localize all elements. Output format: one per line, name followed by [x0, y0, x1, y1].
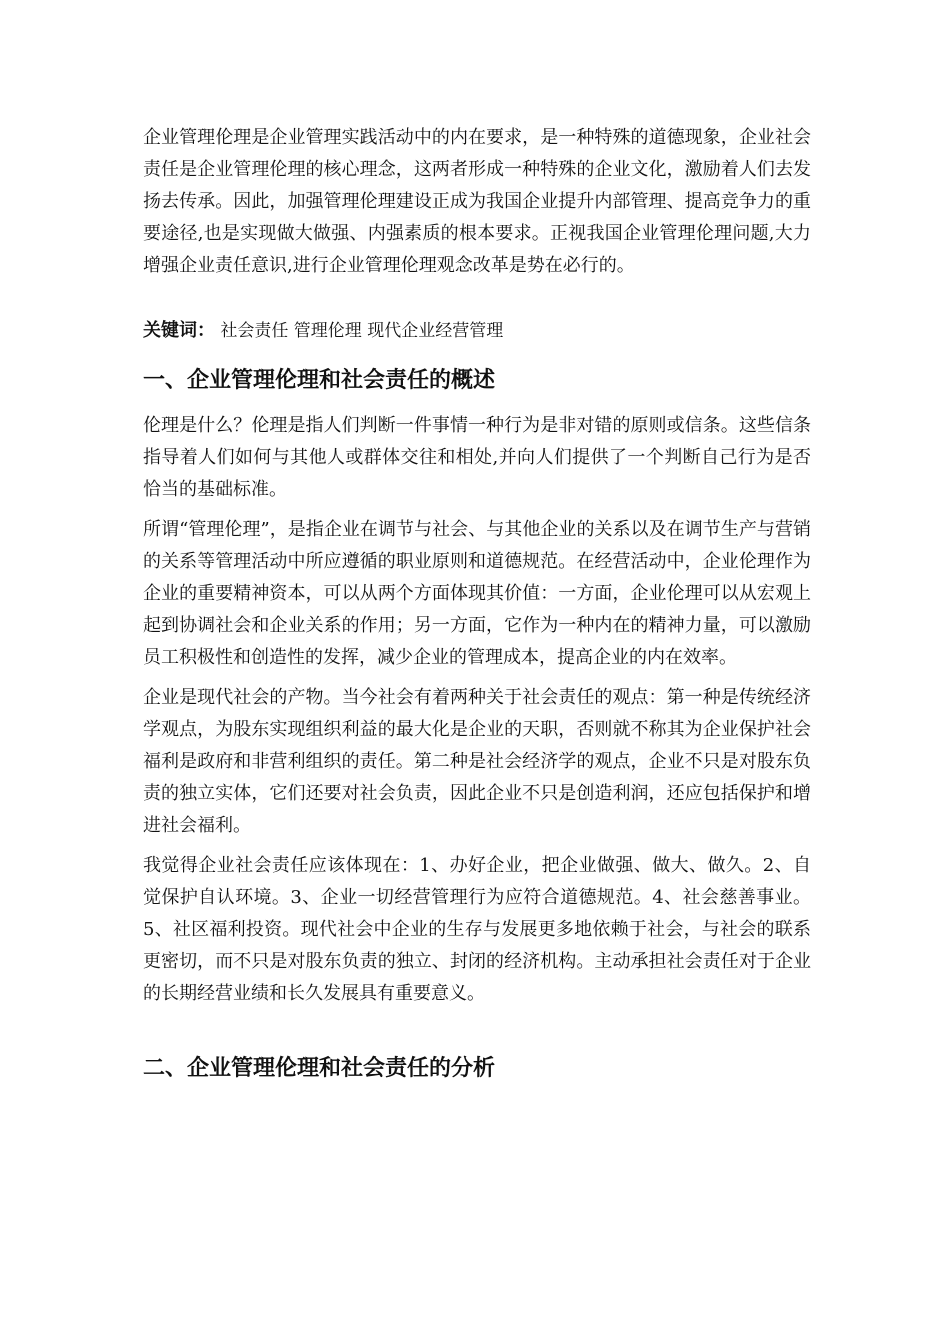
document-page — [143, 122, 811, 1098]
section-1-paragraph-4: 我觉得企业社会责任应该体现在：1、办好企业，把企业做强、做大、做久。2、自觉保护自认环境。3、企业一切经营管理行为应符合道德规范。4、社会慈善事业。5、社区福利投资。现代社会中企业的生存与发展更多地依赖于社会，与社会的联系更密切，而不只是对股东负责的独立、封闭的经济机构。主动承担社会责任对于企业的长期经营业绩和长久发展具有重要意义。 — [143, 855, 811, 1004]
keywords-items: 社会责任 管理伦理 现代企业经营管理 — [220, 321, 504, 341]
keywords-label: 关键词： — [143, 320, 215, 341]
section-2-heading: 二、企业管理伦理和社会责任的分析 — [143, 1055, 496, 1081]
keywords-line — [143, 316, 811, 346]
section-1-paragraph-1: 伦理是什么？伦理是指人们判断一件事情一种行为是非对错的原则或信条。这些信条指导着人们如何与其他人或群体交往和相处,并向人们提供了一个判断自己行为是否恰当的基础标准。 — [143, 415, 811, 500]
intro-paragraph: 企业管理伦理是企业管理实践活动中的内在要求，是一种特殊的道德现象，企业社会责任是企业管理伦理的核心理念，这两者形成一种特殊的企业文化，激励着人们去发扬去传承。因此，加强管理伦理建设正成为我国企业提升内部管理、提高竞争力的重要途径,也是实现做大做强、内强素质的根本要求。正视我国企业管理伦理问题,大力增强企业责任意识,进行企业管理伦理观念改革是势在必行的。 — [143, 127, 811, 276]
section-1-paragraph-3: 企业是现代社会的产物。当今社会有着两种关于社会责任的观点：第一种是传统经济学观点，为股东实现组织利益的最大化是企业的天职，否则就不称其为企业保护社会福利是政府和非营利组织的责任。第二种是社会经济学的观点，企业不只是对股东负责的独立实体，它们还要对社会负责，因此企业不只是创造利润，还应包括保护和增进社会福利。 — [143, 687, 811, 836]
section-1-heading: 一、企业管理伦理和社会责任的概述 — [143, 367, 496, 393]
section-1-paragraph-2: 所谓“管理伦理”，是指企业在调节与社会、与其他企业的关系以及在调节生产与营销的关系等管理活动中所应遵循的职业原则和道德规范。在经营活动中，企业伦理作为企业的重要精神资本，可以从两个方面体现其价值：一方面，企业伦理可以从宏观上起到协调社会和企业关系的作用；另一方面，它作为一种内在的精神力量，可以激励员工积极性和创造性的发挥，减少企业的管理成本，提高企业的内在效率。 — [143, 519, 811, 668]
